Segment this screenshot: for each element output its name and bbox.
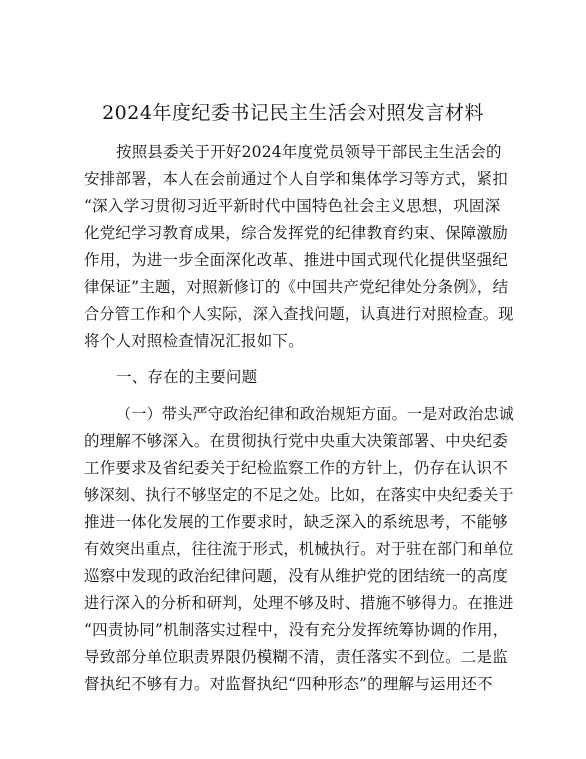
body-line: 够深刻、执行不够坚定的不足之处。比如，在落实中央纪委关于 bbox=[84, 486, 514, 504]
intro-line: 化党纪学习教育成果，综合发挥党的纪律教育约束、保障激励 bbox=[84, 224, 508, 242]
body-line: 进行深入的分析和研判，处理不够及时、措施不够得力。在推进 bbox=[84, 594, 514, 612]
intro-line: 律保证”主题，对照新修订的《中国共产党纪律处分条例》，结 bbox=[84, 278, 509, 296]
body-line: 导致部分单位职责界限仍模糊不清，责任落实不到位。二是监 bbox=[84, 648, 508, 666]
body-line: 巡察中发现的政治纪律问题，没有从维护党的团结统一的高度 bbox=[84, 567, 508, 585]
intro-line: 安排部署，本人在会前通过个人自学和集体学习等方式，紧扣 bbox=[84, 170, 508, 188]
section-heading: 一、存在的主要问题 bbox=[116, 368, 258, 386]
intro-line: 将个人对照检查情况汇报如下。 bbox=[84, 332, 304, 350]
body-line: 工作要求及省纪委关于纪检监察工作的方针上，仍存在认识不 bbox=[84, 459, 508, 477]
intro-line: “深入学习贯彻习近平新时代中国特色社会主义思想，巩固深 bbox=[84, 197, 501, 215]
intro-line: 按照县委关于开好2024年度党员领导干部民主生活会的 bbox=[116, 143, 502, 161]
intro-line: 合分管工作和个人实际，深入查找问题，认真进行对照检查。现 bbox=[84, 305, 514, 323]
body-line: 的理解不够深入。在贯彻执行党中央重大决策部署、中央纪委 bbox=[84, 432, 508, 450]
body-line: “四责协同”机制落实过程中，没有充分发挥统筹协调的作用， bbox=[84, 621, 509, 639]
body-line: 有效突出重点，往往流于形式，机械执行。对于驻在部门和单位 bbox=[84, 540, 514, 558]
document-title: 2024年度纪委书记民主生活会对照发言材料 bbox=[102, 102, 484, 124]
body-line: （一）带头严守政治纪律和政治规矩方面。一是对政治忠诚 bbox=[116, 405, 515, 423]
body-line: 推进一体化发展的工作要求时，缺乏深入的系统思考，不能够 bbox=[84, 513, 508, 531]
body-line: 督执纪不够有力。对监督执纪“四种形态”的理解与运用还不 bbox=[84, 675, 493, 693]
intro-line: 作用，为进一步全面深化改革、推进中国式现代化提供坚强纪 bbox=[84, 251, 508, 269]
